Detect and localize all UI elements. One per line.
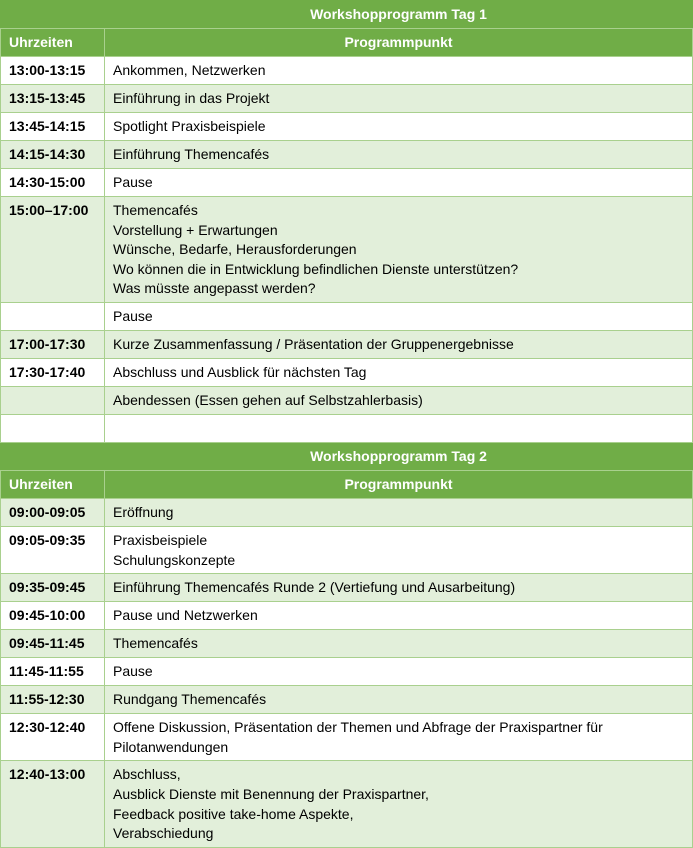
program-cell <box>105 113 693 141</box>
program-cell <box>105 498 693 526</box>
schedule-row <box>1 386 693 414</box>
program-cell <box>105 358 693 386</box>
program-line: Einführung Themencafés <box>113 146 270 162</box>
program-line: Pause und Netzwerken <box>113 607 258 624</box>
time-cell: 12:30-12:40 <box>1 714 105 761</box>
time-cell: 13:15-13:45 <box>1 85 105 113</box>
program-line: Ausblick Dienste mit Benennung der Praxispartner, <box>113 785 429 802</box>
program-line: Offene Diskussion, Präsentation der Themen und Abfrage der Praxispartner für <box>113 719 603 736</box>
schedule-row <box>1 658 693 686</box>
column-header-row <box>1 29 693 57</box>
program-line: Verabschiedung <box>113 825 214 842</box>
title-empty-cell <box>1 1 105 29</box>
time-cell: 12:40-13:00 <box>1 761 105 847</box>
time-cell: 09:35-09:45 <box>1 574 105 602</box>
program-cell <box>105 85 693 113</box>
program-line: Pilotanwendungen <box>113 738 229 755</box>
schedule-row <box>1 302 693 330</box>
schedule-row <box>1 358 693 386</box>
program-line: Was müsste angepasst werden? <box>113 280 316 297</box>
program-cell <box>105 658 693 686</box>
title-empty-cell <box>1 442 105 470</box>
program-line: Kurze Zusammenfassung / Präsentation der Gruppenergebnisse <box>113 335 514 352</box>
program-cell <box>105 686 693 714</box>
time-cell: 09:45-11:45 <box>1 630 105 658</box>
program-line: Schulungskonzepte <box>113 551 236 568</box>
time-cell: 17:30-17:40 <box>1 358 105 386</box>
program-line: Vorstellung + Erwartungen <box>113 221 278 238</box>
program-line: Abendessen (Essen gehen auf Selbstzahlerbasis) <box>113 391 423 408</box>
program-line: Wo können die in Entwicklung befindlichen Dienste unterstützen? <box>113 260 519 277</box>
program-cell <box>105 526 693 573</box>
program-cell <box>105 414 693 442</box>
program-line: Pause <box>113 663 153 680</box>
program-cell <box>105 761 693 847</box>
schedule-row <box>1 498 693 526</box>
program-cell <box>105 386 693 414</box>
time-cell: 09:05-09:35 <box>1 526 105 573</box>
schedule-row <box>1 574 693 602</box>
time-cell <box>1 414 105 442</box>
program-cell <box>105 302 693 330</box>
schedule-row <box>1 141 693 169</box>
program-cell <box>105 330 693 358</box>
program-line: Einführung Themencafés Runde 2 (Vertiefung und Ausarbeitung) <box>113 579 516 596</box>
program-line <box>113 419 684 439</box>
schedule-row <box>1 526 693 573</box>
time-cell: 17:00-17:30 <box>1 330 105 358</box>
day-title-row <box>1 1 693 29</box>
column-header-program: Programmpunkt <box>105 29 693 57</box>
program-cell <box>105 630 693 658</box>
schedule-row <box>1 113 693 141</box>
time-cell: 15:00–17:00 <box>1 197 105 303</box>
schedule-row <box>1 714 693 761</box>
program-line: Abschluss und Ausblick für nächsten Tag <box>113 363 367 380</box>
day-title-row <box>1 442 693 470</box>
time-cell <box>1 302 105 330</box>
program-cell <box>105 57 693 85</box>
time-cell: 09:45-10:00 <box>1 602 105 630</box>
program-line: Spotlight Praxisbeispiele <box>113 118 266 134</box>
program-cell <box>105 574 693 602</box>
program-cell <box>105 602 693 630</box>
program-line: Themencafés <box>113 635 198 652</box>
program-line: Abschluss, <box>113 766 181 783</box>
schedule-row <box>1 57 693 85</box>
program-line: Rundgang Themencafés <box>113 691 267 708</box>
program-line: Pause <box>113 174 153 190</box>
column-header-row <box>1 470 693 498</box>
time-cell: 11:55-12:30 <box>1 686 105 714</box>
time-cell: 09:00-09:05 <box>1 498 105 526</box>
time-cell: 13:00-13:15 <box>1 57 105 85</box>
program-cell <box>105 714 693 761</box>
column-header-program: Programmpunkt <box>105 470 693 498</box>
schedule-row <box>1 414 693 442</box>
day-title: Workshopprogramm Tag 2 <box>105 442 693 470</box>
time-cell: 14:30-15:00 <box>1 169 105 197</box>
program-line: Praxisbeispiele <box>113 531 208 548</box>
schedule-row <box>1 85 693 113</box>
program-cell <box>105 141 693 169</box>
program-cell <box>105 169 693 197</box>
program-line: Eröffnung <box>113 503 174 520</box>
program-line: Ankommen, Netzwerken <box>113 62 266 78</box>
schedule-row <box>1 197 693 303</box>
schedule-row <box>1 686 693 714</box>
program-line: Themencafés <box>113 202 198 218</box>
schedule-row <box>1 761 693 847</box>
program-line: Feedback positive take-home Aspekte, <box>113 805 354 822</box>
day-title: Workshopprogramm Tag 1 <box>105 1 693 29</box>
schedule-body <box>1 1 693 848</box>
column-header-time: Uhrzeiten <box>1 470 105 498</box>
time-cell: 13:45-14:15 <box>1 113 105 141</box>
column-header-time: Uhrzeiten <box>1 29 105 57</box>
program-line: Einführung in das Projekt <box>113 90 270 106</box>
schedule-row <box>1 630 693 658</box>
schedule-row <box>1 602 693 630</box>
program-cell <box>105 197 693 303</box>
schedule-row <box>1 169 693 197</box>
time-cell: 11:45-11:55 <box>1 658 105 686</box>
schedule-row <box>1 330 693 358</box>
program-line: Pause <box>113 307 153 324</box>
time-cell <box>1 386 105 414</box>
program-line: Wünsche, Bedarfe, Herausforderungen <box>113 241 357 258</box>
time-cell: 14:15-14:30 <box>1 141 105 169</box>
